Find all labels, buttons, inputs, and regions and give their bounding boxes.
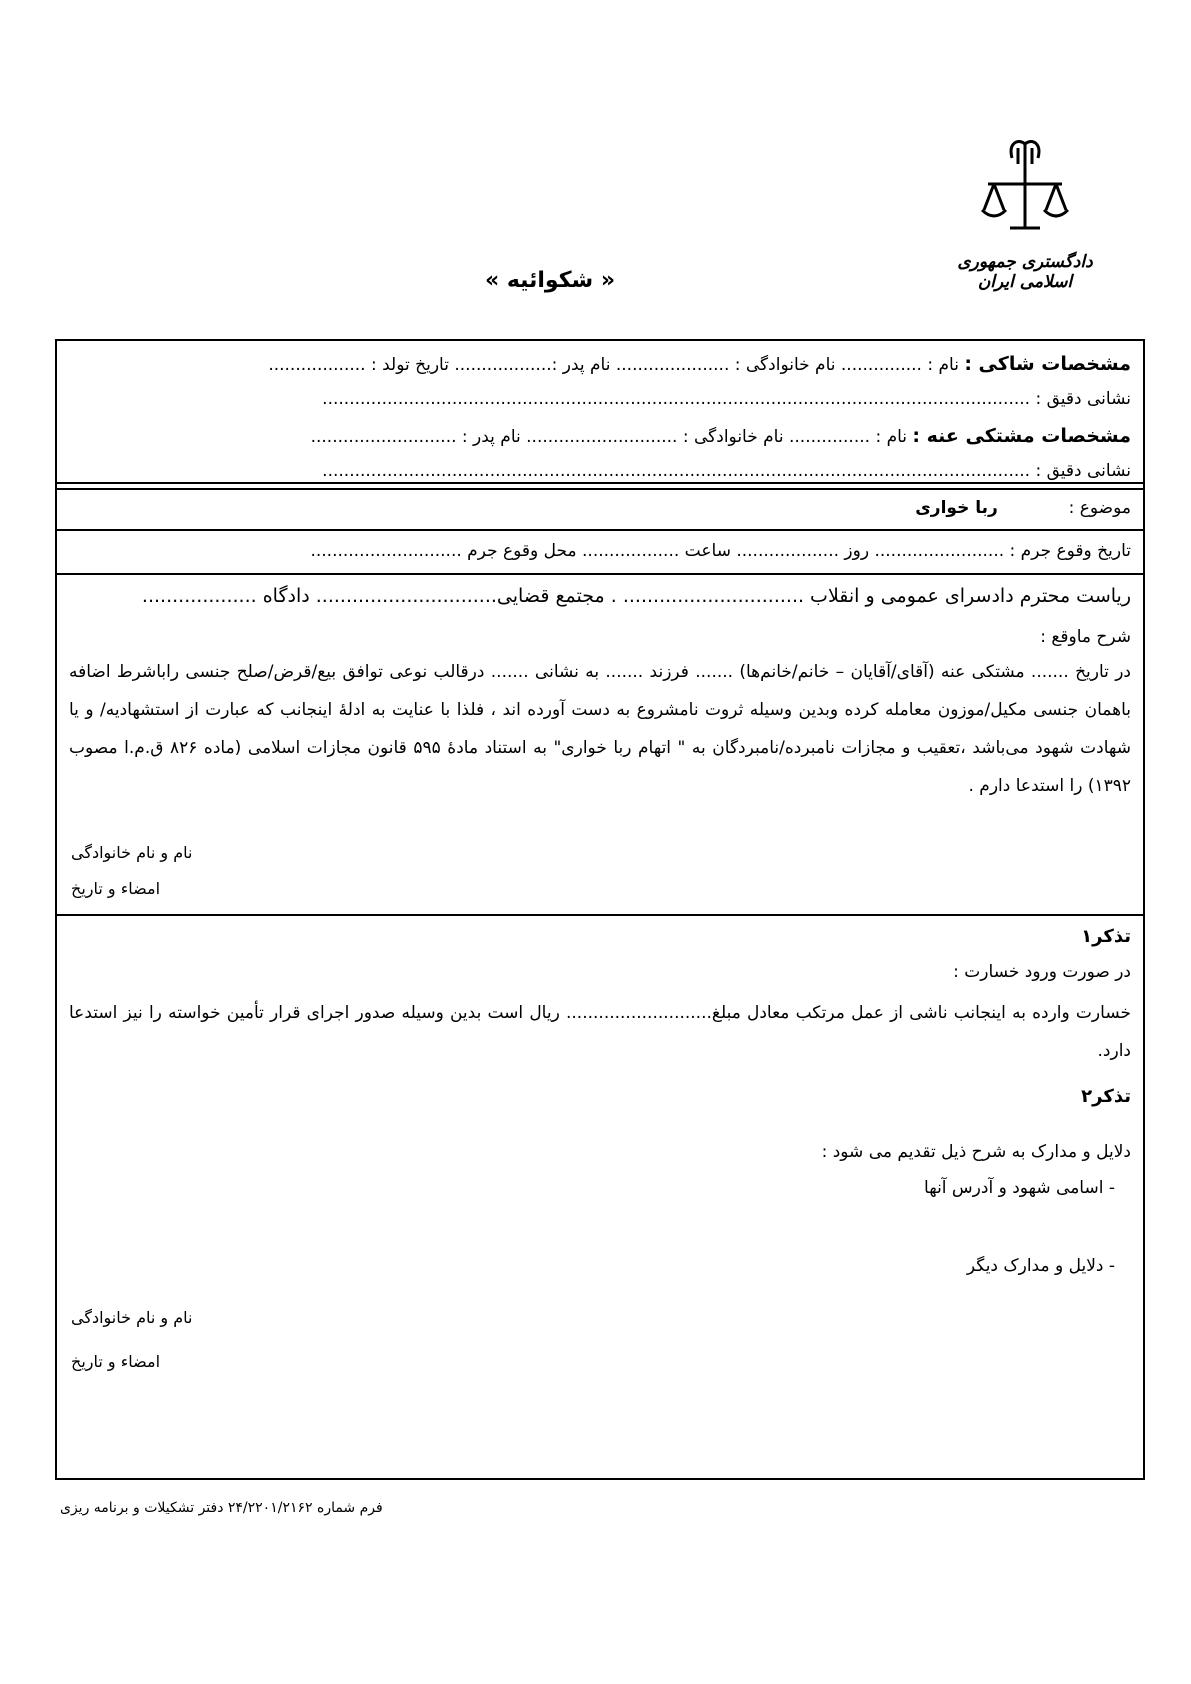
complainant-address: نشانی دقیق : ................................................................................................................................... (322, 389, 1131, 409)
signature1-sign: امضاء و تاریخ (71, 879, 161, 898)
signature2-name: نام و نام خانوادگی (71, 1308, 193, 1327)
note1-heading: تذکر۱ (1081, 926, 1131, 947)
description-section (57, 575, 1143, 916)
complainant-line (69, 353, 1131, 375)
evidence-item: - دلایل و مدارک دیگر (966, 1256, 1115, 1276)
description-text: در تاریخ ....... مشتکی عنه (آقای/آقایان – خانم/خانم‌ها) ....... فرزند ....... به نشانی ....... درقالب نوعی توافق بیع/قرض/صلح جنسی راباشرط اضافه باهمان جنسی مکیل/موزون معامله کرده وبدین وسیله ثروت نامشروع به دست آورده اند ، فلذا با عنایت به ادلهٔ اینجانب که عبارت از استشهادیه/ و یا شهادت شهود می‌باشد ،تعقیب و مجازات نامبرده/نامبردگان به " اتهام ربا خواری" به استناد مادهٔ ۵۹۵ قانون مجازات اسلامی (ماده ۸۲۶ ق.م.ا مصوب ۱۳۹۲) را استدعا دارم . (69, 662, 1131, 796)
crime-info-section (57, 531, 1143, 575)
signature1-name: نام و نام خانوادگی (71, 843, 193, 862)
form-frame (55, 339, 1145, 1480)
emblem-caption: دادگستری جمهوری اسلامی ایران (957, 252, 1093, 292)
defendant-line (69, 425, 1131, 447)
note1-text: خسارت وارده به اینجانب ناشی از عمل مرتکب معادل مبلغ........................... ریال است بدین وسیله صدور اجرای قرار تأمین خواسته را نیز استدعا دارد. (69, 1003, 1131, 1061)
parties-section (57, 341, 1143, 484)
subject-value: ربا خواری (915, 498, 998, 518)
defendant-fields: نام : ............... نام خانوادگی : ............................ نام پدر : ........................... (310, 427, 908, 447)
note2-intro: دلایل و مدارک به شرح ذیل تقدیم می شود : (821, 1142, 1131, 1162)
subject-label: موضوع : (1068, 498, 1131, 518)
crime-info-line: تاریخ وقوع جرم : ........................ روز ................... ساعت .................. محل وقوع جرم ............................ (310, 541, 1131, 561)
scales-of-justice-icon (980, 138, 1070, 248)
notes-section (57, 916, 1143, 1480)
defendant-heading: مشخصات مشتکی عنه : (912, 425, 1131, 447)
signature2-sign: امضاء و تاریخ (71, 1352, 161, 1371)
complainant-fields: نام : ............... نام خانوادگی : ..................... نام پدر :.................. تاریخ تولد : .................. (268, 355, 959, 375)
form-title: « شکوائیه » (484, 268, 616, 293)
note1-intro: در صورت ورود خسارت : (953, 962, 1131, 982)
subject-line (69, 498, 1131, 518)
complainant-heading: مشخصات شاکی : (964, 353, 1131, 375)
defendant-address: نشانی دقیق : ................................................................................................................................... (322, 461, 1131, 481)
description-label: شرح ماوقع : (1040, 627, 1131, 647)
subject-section (57, 490, 1143, 531)
addressee-line: ریاست محترم دادسرای عمومی و انقلاب .............................. . مجتمع قضایی.............................. دادگاه ................... (141, 585, 1131, 607)
judiciary-emblem (935, 138, 1095, 292)
note2-heading: تذکر۲ (1081, 1086, 1131, 1107)
evidence-item: - اسامی شهود و آدرس آنها (924, 1178, 1115, 1198)
form-number-footer: فرم شماره ۲۴/۲۲۰۱/۲۱۶۲ دفتر تشکیلات و برنامه ریزی (60, 1500, 383, 1516)
